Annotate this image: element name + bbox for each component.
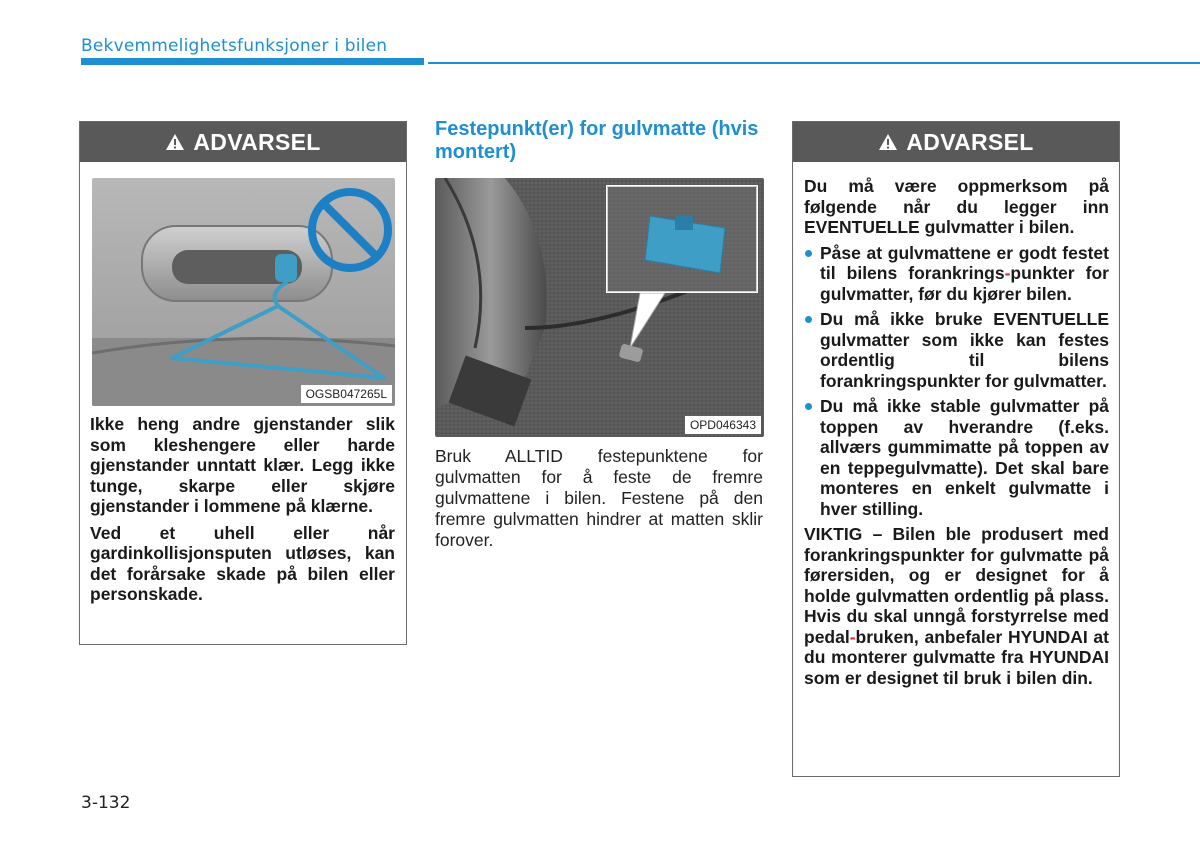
warning-triangle-icon <box>165 133 185 151</box>
figure-code: OPD046343 <box>685 416 761 434</box>
right-warning-header <box>793 122 1119 162</box>
header-bar <box>81 58 424 65</box>
bullet-icon <box>805 250 812 257</box>
right-warning-title: ADVARSEL <box>906 128 1034 155</box>
floor-mat-anchor-illustration <box>435 178 764 437</box>
right-warning-box <box>792 121 1120 777</box>
warning-triangle-icon <box>878 133 898 151</box>
page-number: 3-132 <box>81 793 131 813</box>
bullet-icon <box>805 403 812 410</box>
header-title: Bekvemmelighetsfunksjoner i bilen <box>81 36 388 56</box>
left-warning-header <box>80 122 406 162</box>
right-warning-intro: Du må være oppmerksom på følgende når du legger inn EVENTUELLE gulvmatter i bilen. <box>804 176 1109 237</box>
figure-code: OGSB047265L <box>301 385 392 403</box>
warning-bullet-list <box>804 243 1109 520</box>
left-warning-paragraph: Ikke heng andre gjenstander slik som kleshengere eller harde gjenstander unntatt klær. Legg ikke tunge, skarpe eller skjøre gjenstander i lommene på klærne. <box>90 414 395 516</box>
floor-mat-anchor-figure <box>435 178 764 437</box>
coat-hook-illustration <box>92 178 395 406</box>
bullet-icon <box>805 316 812 323</box>
section-title: Festepunkt(er) for gulvmatte (hvis montert) <box>435 118 759 163</box>
important-note: VIKTIG – Bilen ble produsert med forankringspunkter for gulvmatte på førersiden, og er designet for å holde gulvmatten ordentlig på plass. Hvis du skal unngå forstyrrelse med pedal-bruken, anbefaler HYUNDAI at du monterer gulvmatte fra HYUNDAI som er designet til bruk i bilen din. <box>804 524 1109 688</box>
list-item: Du må ikke stable gulvmatter på toppen av hverandre (f.eks. allværs gummimatte på toppen av en teppegulvmatte). Det skal bare monteres en enkelt gulvmatte i hver stilling. <box>804 396 1109 519</box>
coat-hook-figure <box>92 178 395 406</box>
header-rule <box>428 62 1200 64</box>
floor-mat-body-text: Bruk ALLTID festepunktene for gulvmatten for å feste de fremre gulvmattene i bilen. Festene på den fremre gulvmatten hindrer at matten sklir forover. <box>435 446 763 550</box>
left-warning-title: ADVARSEL <box>193 128 321 155</box>
left-warning-box <box>79 121 407 645</box>
list-item: Du må ikke bruke EVENTUELLE gulvmatter som ikke kan festes ordentlig til bilens forankringspunkter for gulvmatter. <box>804 309 1109 391</box>
left-warning-paragraph: Ved et uhell eller når gardinkollisjonsputen utløses, kan det forårsake skade på bilen eller personskade. <box>90 522 395 604</box>
list-item: Påse at gulvmattene er godt festet til bilens forankrings-punkter for gulvmatter, før du kjører bilen. <box>804 243 1109 305</box>
